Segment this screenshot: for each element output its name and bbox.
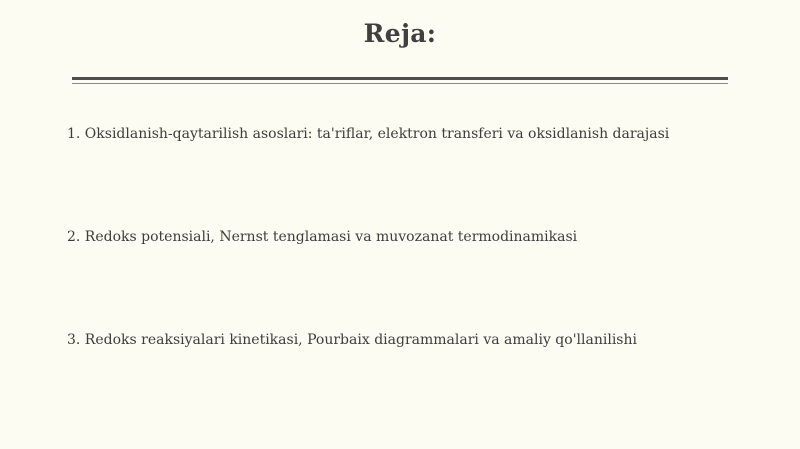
title-divider-thick [72,77,728,80]
list-item: 3. Redoks reaksiyalari kinetikasi, Pourbaix diagrammalari va amaliy qo'llanilishi [67,332,637,348]
slide-title: Reja: [363,19,437,48]
title-divider-thin [72,83,728,84]
list-item: 1. Oksidlanish-qaytarilish asoslari: ta'riflar, elektron transferi va oksidlanish darajasi [67,126,670,142]
list-item: 2. Redoks potensiali, Nernst tenglamasi va muvozanat termodinamikasi [67,229,578,245]
